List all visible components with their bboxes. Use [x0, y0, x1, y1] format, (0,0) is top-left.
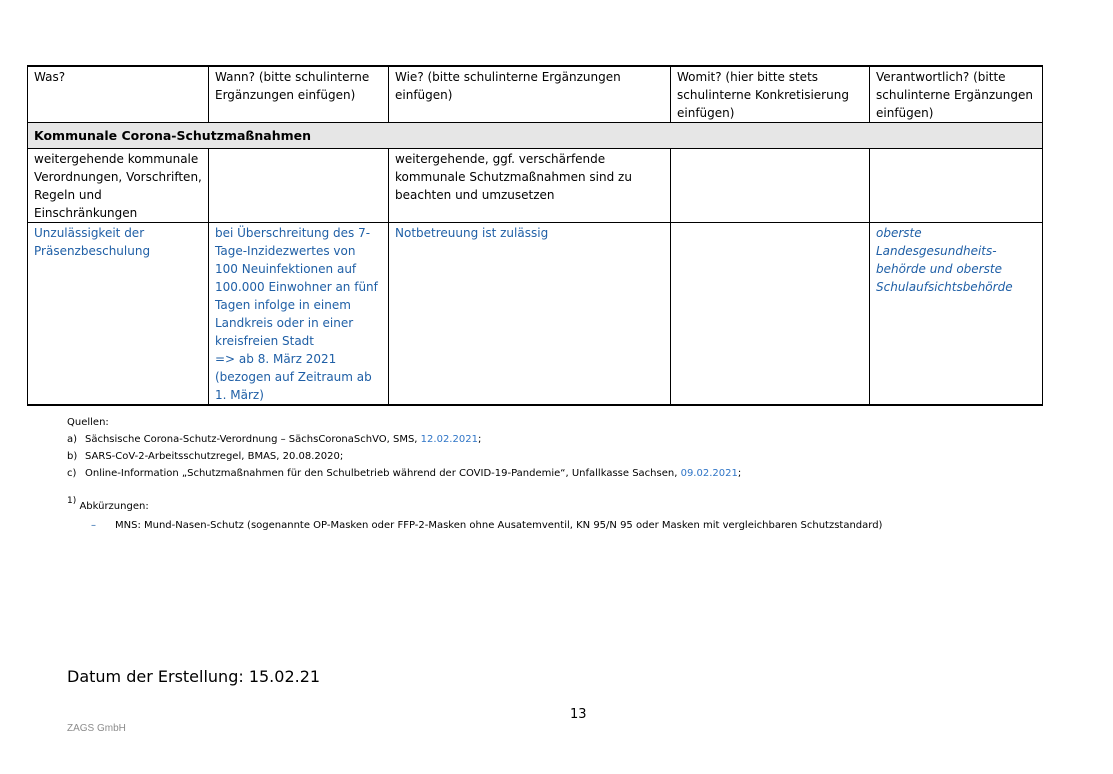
cell-wann	[209, 149, 389, 223]
cell-wie: weitergehende, ggf. verschärfende kommunale Schutzmaßnahmen sind zu beachten und umzusetzen	[389, 149, 671, 223]
cell-was: Unzulässigkeit der Präsenzbeschulung	[28, 223, 209, 406]
dash-bullet-icon: –	[91, 520, 96, 531]
source-item	[67, 465, 741, 482]
header-wie: Wie? (bitte schulinterne Ergänzungen einfügen)	[389, 66, 671, 123]
source-suffix: ;	[737, 468, 742, 479]
section-row	[28, 123, 1043, 149]
cell-verantwortlich: oberste Landesgesundheits-behörde und oberste Schulaufsichtsbehörde	[870, 223, 1043, 406]
header-verantwortlich: Verantwortlich? (bitte schulinterne Ergänzungen einfügen)	[870, 66, 1043, 123]
cell-wann-text: bei Überschreitung des 7-Tage-Inzidezwertes von 100 Neuinfektionen auf 100.000 Einwohner an fünf Tagen infolge in einem Landkreis oder in einer kreisfreien Stadt	[215, 226, 378, 348]
source-suffix: ;	[477, 434, 482, 445]
source-marker: c)	[67, 468, 77, 479]
source-text: Sächsische Corona-Schutz-Verordnung – SächsCoronaSchVO, SMS,	[85, 434, 421, 445]
table-row	[28, 223, 1043, 406]
source-date-link[interactable]: 12.02.2021	[420, 434, 478, 445]
sources-title: Quellen:	[67, 417, 109, 428]
source-item	[67, 431, 741, 448]
source-text: SARS-CoV-2-Arbeitsschutzregel, BMAS, 20.08.2020;	[85, 451, 344, 462]
abbreviations-block	[67, 496, 883, 531]
table-row	[28, 149, 1043, 223]
header-wann: Wann? (bitte schulinterne Ergänzungen einfügen)	[209, 66, 389, 123]
cell-womit	[671, 149, 870, 223]
abbreviation-item	[91, 520, 882, 531]
source-marker: a)	[67, 434, 78, 445]
header-womit: Womit? (hier bitte stets schulinterne Konkretisierung einfügen)	[671, 66, 870, 123]
measures-table	[27, 65, 1043, 406]
source-date-link[interactable]: 09.02.2021	[680, 468, 738, 479]
cell-wann-note: (bezogen auf Zeitraum ab 1. März)	[215, 370, 372, 402]
source-item	[67, 448, 741, 465]
cell-verantwortlich	[870, 149, 1043, 223]
cell-womit	[671, 223, 870, 406]
source-marker: b)	[67, 451, 78, 462]
cell-wann-date: => ab 8. März 2021	[215, 352, 337, 366]
cell-wann	[209, 223, 389, 406]
creation-date: Datum der Erstellung: 15.02.21	[67, 667, 321, 686]
table-header-row	[28, 66, 1043, 123]
cell-wie: Notbetreuung ist zulässig	[389, 223, 671, 406]
sources-block	[67, 414, 741, 482]
abbreviation-text: MNS: Mund-Nasen-Schutz (sogenannte OP-Masken oder FFP-2-Masken ohne Ausatemventil, KN 95/N 95 oder Masken mit vergleichbaren Schutzstandard)	[115, 520, 883, 531]
source-text: Online-Information „Schutzmaßnahmen für den Schulbetrieb während der COVID-19-Pandemie“, Unfallkasse Sachsen,	[85, 468, 681, 479]
footer-company: ZAGS GmbH	[67, 723, 126, 734]
section-title: Kommunale Corona-Schutzmaßnahmen	[28, 123, 1043, 149]
cell-was: weitergehende kommunale Verordnungen, Vorschriften, Regeln und Einschränkungen	[28, 149, 209, 223]
footnote-mark: 1)	[67, 496, 77, 506]
page-number: 13	[570, 707, 587, 722]
header-was: Was?	[28, 66, 209, 123]
abbreviations-title: Abkürzungen:	[79, 501, 149, 512]
